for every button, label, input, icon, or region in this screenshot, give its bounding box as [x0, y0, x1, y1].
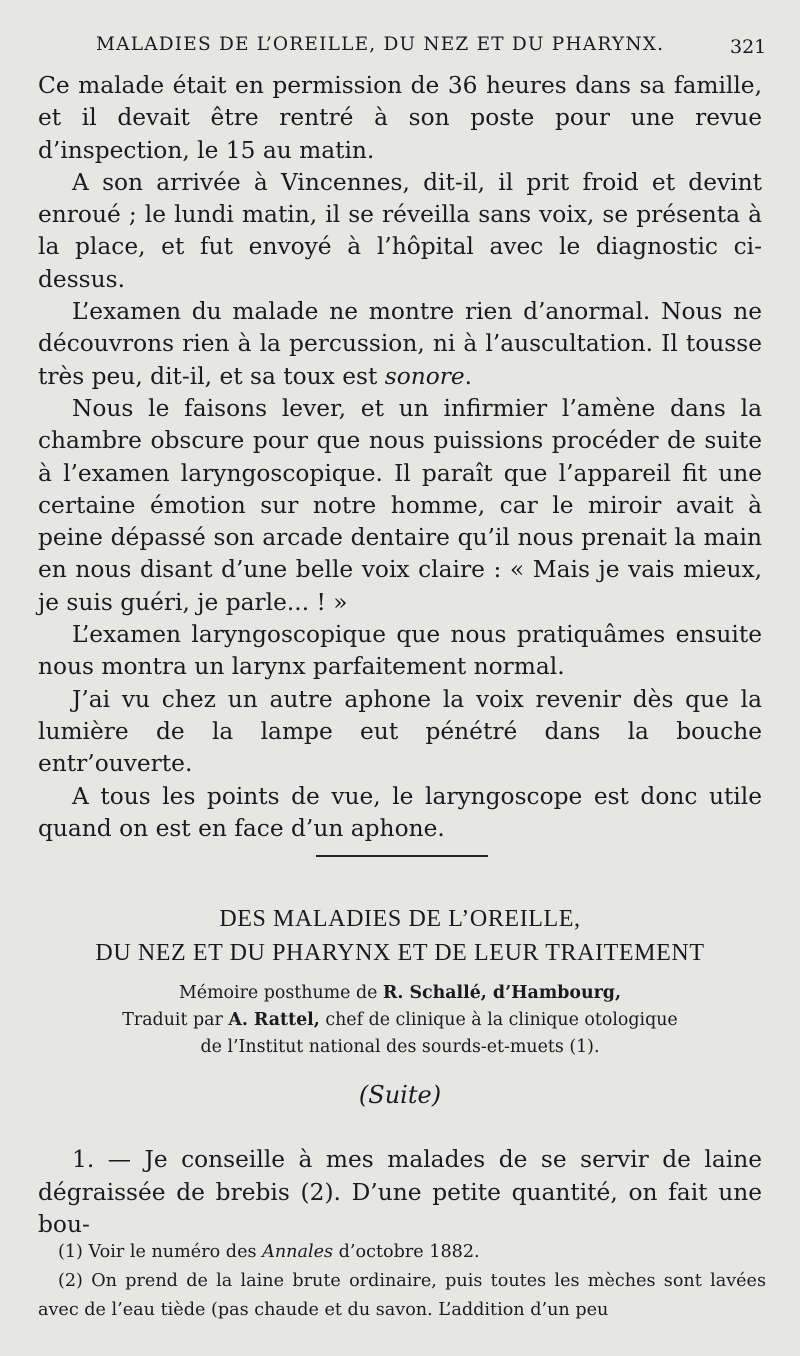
running-head: MALADIES DE L’OREILLE, DU NEZ ET DU PHARYNX.: [96, 34, 665, 55]
author-line: [40, 980, 760, 1007]
footnote-1-journal: Annales: [262, 1242, 334, 1262]
footnote-2: (2) On prend de la laine brute ordinaire, puis toutes les mèches sont lavées avec de l’eau tiède (pas chaude et du savon. L’addition d’un peu: [38, 1271, 766, 1320]
item-text: [38, 1144, 762, 1242]
paragraph-examination-text: L’examen du malade ne montre rien d’anormal. Nous ne découvrons rien à la percussion, ni à l’auscultation. Il tousse très peu, dit-il, et sa toux est: [38, 298, 762, 390]
translator-line: [40, 1007, 760, 1034]
body-text: [38, 70, 762, 845]
section-divider: [316, 855, 488, 857]
paragraph-normal-larynx: L’examen laryngoscopique que nous pratiquâmes ensuite nous montra un larynx parfaitement normal.: [38, 621, 762, 681]
footnote-1: [38, 1238, 766, 1267]
paragraph-conclusion: A tous les points de vue, le laryngoscope est donc utile quand on est en face d’un aphone.: [38, 782, 762, 842]
author-name: R. Schallé, d’Hambourg,: [382, 983, 622, 1003]
paragraph-examination-italic: sonore: [384, 362, 465, 390]
institution-line: de l’Institut national des sourds-et-muets (1).: [200, 1037, 600, 1057]
item-1-paragraph: 1. — Je conseille à mes malades de se servir de laine dégraissée de brebis (2). D’une petite quantité, on fait une bou-: [38, 1146, 762, 1238]
paragraph-dark-room: Nous le faisons lever, et un infirmier l’amène dans la chambre obscure pour que nous puissions procéder de suite à l’examen laryngoscopique. Il paraît que l’appareil fit une certaine émotion sur notre homme, car le miroir avait à peine dépassé son arcade dentaire qu’il nous prenait la main en nous disant d’une belle voix claire : « Mais je vais mieux, je suis guéri, je parle... ! »: [38, 394, 762, 616]
paragraph-other-aphone: J’ai vu chez un autre aphone la voix revenir dès que la lumière de la lampe eut pénétré dans la bouche entr’ouverte.: [38, 685, 762, 778]
section-title-line-1: DES MALADIES DE L’OREILLE,: [219, 906, 581, 932]
footnote-1-suffix: d’octobre 1882.: [333, 1242, 480, 1262]
suite-label: (Suite): [358, 1081, 442, 1109]
paragraph-examination-end: .: [464, 362, 473, 390]
paragraph-examination: [38, 296, 762, 393]
section-title: [30, 902, 770, 970]
author-prefix: Mémoire posthume de: [178, 983, 383, 1003]
footnote-1-prefix: (1) Voir le numéro des: [58, 1242, 263, 1262]
translator-name: A. Rattel,: [228, 1010, 320, 1030]
page-header: [0, 34, 800, 64]
paragraph-permission: Ce malade était en permission de 36 heures dans sa famille, et il devait être rentré à son poste pour une revue d’inspection, le 15 au matin.: [38, 72, 762, 164]
footnotes: [38, 1238, 766, 1325]
page-number: 321: [730, 36, 767, 58]
paragraph-arrival: A son arrivée à Vincennes, dit-il, il prit froid et devint enroué ; le lundi matin, il se réveilla sans voix, se présenta à la place, et fut envoyé à l’hôpital avec le diagnostic ci-dessus.: [38, 168, 762, 293]
section-title-line-2: DU NEZ ET DU PHARYNX ET DE LEUR TRAITEMENT: [95, 940, 705, 966]
translator-role: chef de clinique à la clinique otologique: [319, 1010, 678, 1030]
byline: [40, 980, 760, 1061]
translator-prefix: Traduit par: [122, 1010, 229, 1030]
